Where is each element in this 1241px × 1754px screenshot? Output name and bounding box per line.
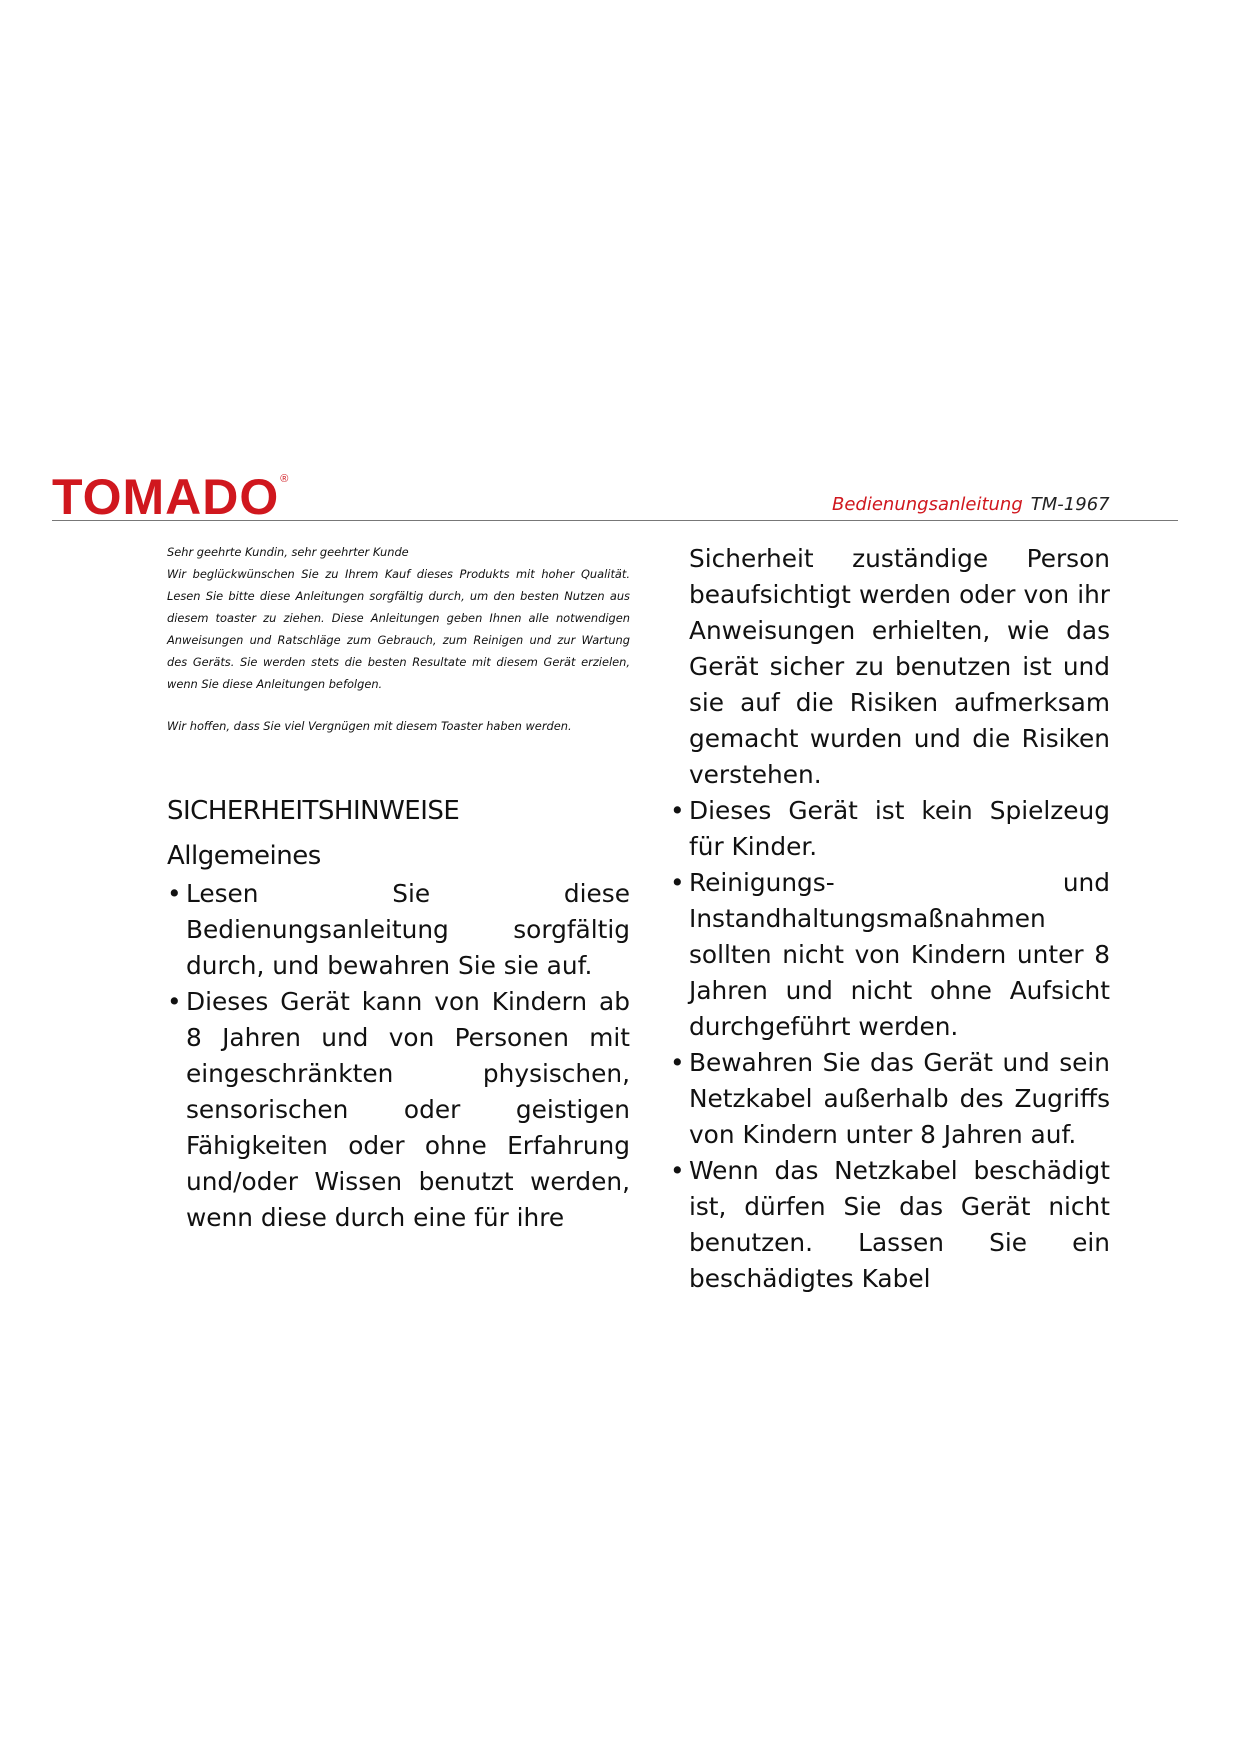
list-item: • Dieses Gerät kann von Kindern ab 8 Jahren und von Personen mit eingeschränkten physischen, sensorischen oder geistigen Fähigkeiten oder ohne Erfahrung und/oder Wissen benutzt werden, wenn diese durch eine für ihre xyxy=(167,984,630,1236)
registered-mark: ® xyxy=(280,473,290,485)
list-item: • Dieses Gerät ist kein Spielzeug für Kinder. xyxy=(670,793,1110,865)
list-item: • Lesen Sie diese Bedienungsanleitung sorgfältig durch, und bewahren Sie sie auf. xyxy=(167,876,630,984)
intro-paragraph xyxy=(167,541,630,695)
list-item: • Wenn das Netzkabel beschädigt ist, dürfen Sie das Gerät nicht benutzen. Lassen Sie ein beschädigtes Kabel xyxy=(670,1153,1110,1297)
document-header xyxy=(832,496,1110,514)
brand-name: TOMADO xyxy=(52,469,280,525)
document-type: Bedienungsanleitung xyxy=(832,494,1023,515)
list-item: • Bewahren Sie das Gerät und sein Netzkabel außerhalb des Zugriffs von Kindern unter 8 Jahren auf. xyxy=(670,1045,1110,1153)
brand-logo xyxy=(52,469,290,525)
intro-greeting: Sehr geehrte Kundin, sehr geehrter Kunde xyxy=(167,545,409,559)
intro-closing: Wir hoffen, dass Sie viel Vergnügen mit diesem Toaster haben werden. xyxy=(167,719,572,733)
section-title: SICHERHEITSHINWEISE xyxy=(167,796,460,826)
list-item: • Reinigungs- und Instandhaltungsmaßnahmen sollten nicht von Kindern unter 8 Jahren und nicht ohne Aufsicht durchgeführt werden. xyxy=(670,865,1110,1045)
header-divider xyxy=(52,520,1178,521)
safety-list-right xyxy=(670,793,1110,1297)
model-number: TM-1967 xyxy=(1030,494,1110,515)
right-column xyxy=(670,541,1110,1297)
safety-list-left xyxy=(167,876,630,1236)
subsection-title: Allgemeines xyxy=(167,841,321,871)
list-item-continuation: Sicherheit zuständige Person beaufsichtigt werden oder von ihr Anweisungen erhielten, wie das Gerät sicher zu benutzen ist und sie auf die Risiken aufmerksam gemacht wurden und die Risiken verstehen. xyxy=(689,544,1110,789)
left-column xyxy=(167,541,630,1236)
intro-body: Wir beglückwünschen Sie zu Ihrem Kauf dieses Produkts mit hoher Qualität. Lesen Sie bitte diese Anleitungen sorgfältig durch, um den besten Nutzen aus diesem toaster zu ziehen. Diese Anleitungen geben Ihnen alle notwendigen Anweisungen und Ratschläge zum Gebrauch, zum Reinigen und zur Wartung des Geräts. Sie werden stets die besten Resultate mit diesem Gerät erzielen, wenn Sie diese Anleitungen befolgen. xyxy=(167,567,630,691)
